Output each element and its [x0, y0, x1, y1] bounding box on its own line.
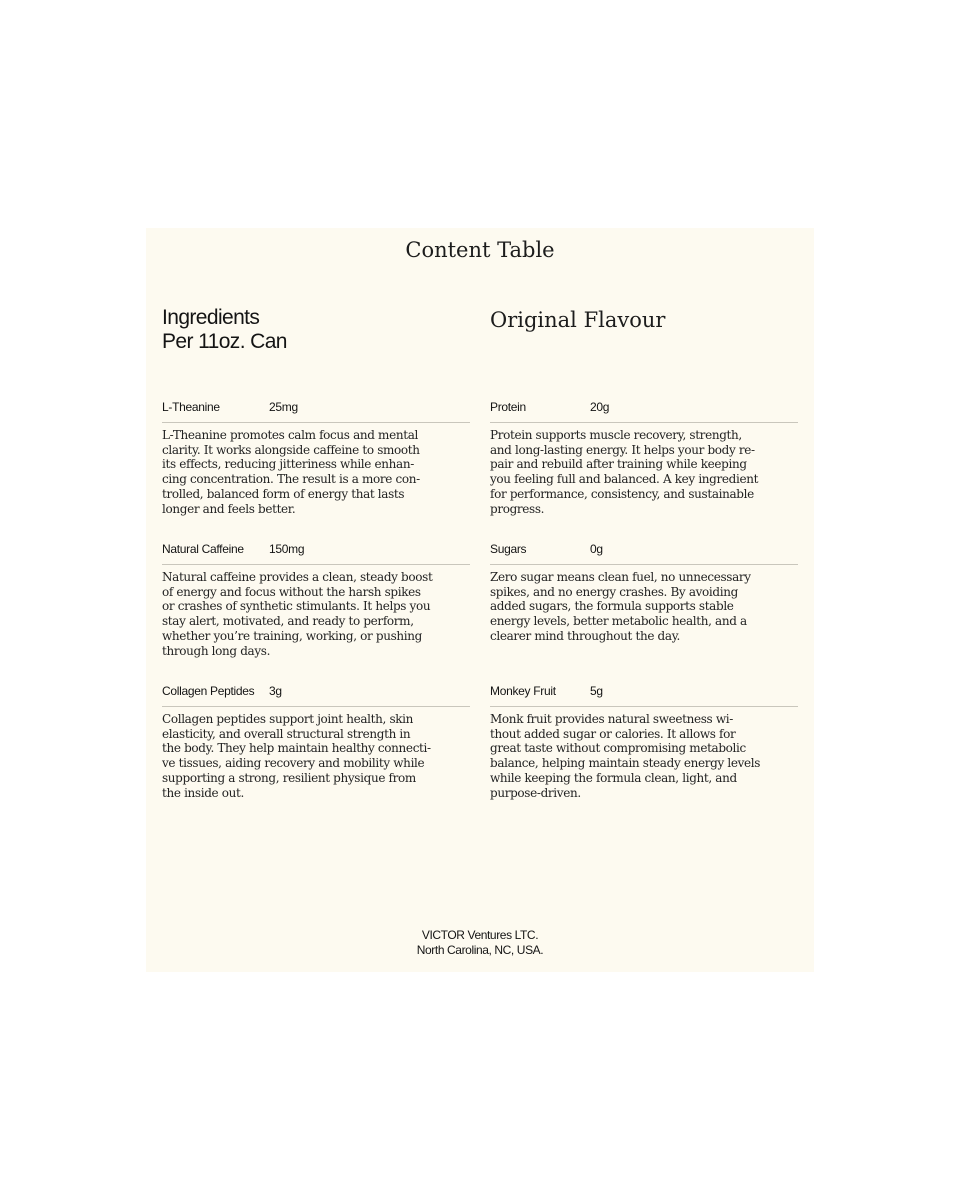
- ingredients-heading-line1: Ingredients: [162, 306, 260, 329]
- ingredient-amount: 150mg: [269, 542, 305, 556]
- ingredient-description: Natural caffeine provides a clean, steady boost of energy and focus without the harsh spikes or crashes of synthetic stimulants. It helps you stay alert, motivated, and ready to perform, whether you’re training, working, or pushing through long days.: [162, 570, 433, 658]
- ingredients-heading: [162, 306, 287, 354]
- ingredient-header: [162, 684, 470, 707]
- ingredient-description: Monk fruit provides natural sweetness wi- thout added sugar or calories. It allows for great taste without compromising metabolic balance, helping maintain steady energy levels while keeping the formula clean, light, and purpose-driven.: [490, 712, 761, 800]
- company-name: VICTOR Ventures LTC.: [421, 928, 539, 942]
- ingredient-collagen-peptides: [162, 684, 470, 800]
- page-title: Content Table: [405, 238, 555, 262]
- ingredient-protein: [490, 400, 798, 516]
- ingredients-heading-line2: Per 11oz. Can: [162, 330, 287, 353]
- ingredient-header: [490, 400, 798, 423]
- ingredient-l-theanine: [162, 400, 470, 516]
- ingredient-natural-caffeine: [162, 542, 470, 658]
- company-address: North Carolina, NC, USA.: [416, 943, 544, 957]
- ingredient-amount: 25mg: [269, 400, 298, 414]
- ingredient-amount: 0g: [590, 542, 603, 556]
- ingredient-monkey-fruit: [490, 684, 798, 800]
- ingredient-description: L-Theanine promotes calm focus and mental clarity. It works alongside caffeine to smooth its effects, reducing jitteriness while enhan- cing concentration. The result is a more con- trolled, balanced form of energy that lasts longer and feels better.: [162, 428, 420, 516]
- ingredient-header: [490, 542, 798, 565]
- ingredient-description: Protein supports muscle recovery, strength, and long-lasting energy. It helps your body re- pair and rebuild after training while keeping you feeling full and balanced. A key ingredient for performance, consistency, and sustainable progress.: [490, 428, 759, 516]
- ingredient-name: Collagen Peptides: [162, 684, 255, 698]
- ingredient-name: L-Theanine: [162, 400, 220, 414]
- ingredient-amount: 3g: [269, 684, 282, 698]
- ingredient-name: Sugars: [490, 542, 527, 556]
- ingredient-amount: 5g: [590, 684, 603, 698]
- ingredient-description: Zero sugar means clean fuel, no unnecessary spikes, and no energy crashes. By avoiding added sugars, the formula supports stable energy levels, better metabolic health, and a clearer mind throughout the day.: [490, 570, 751, 643]
- ingredient-name: Monkey Fruit: [490, 684, 556, 698]
- ingredient-header: [162, 542, 470, 565]
- content-table-card: [146, 228, 814, 972]
- ingredient-description: Collagen peptides support joint health, skin elasticity, and overall structural strength in the body. They help maintain healthy connecti- ve tissues, aiding recovery and mobility while supporting a strong, resilient physique from the inside out.: [162, 712, 431, 800]
- ingredient-amount: 20g: [590, 400, 610, 414]
- ingredient-sugars: [490, 542, 798, 644]
- company-footer: [146, 928, 814, 958]
- ingredient-name: Natural Caffeine: [162, 542, 244, 556]
- ingredient-header: [162, 400, 470, 423]
- ingredient-name: Protein: [490, 400, 526, 414]
- flavour-heading: Original Flavour: [490, 308, 666, 332]
- ingredient-header: [490, 684, 798, 707]
